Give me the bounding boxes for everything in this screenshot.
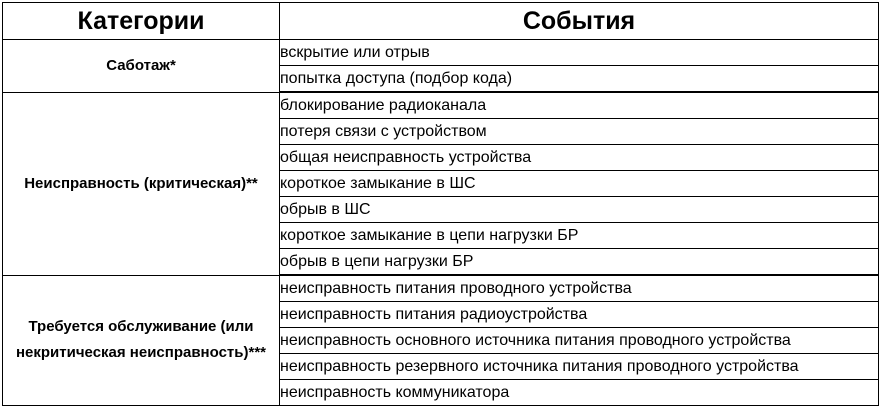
- event-cell: обрыв в цепи нагрузки БР: [280, 249, 879, 276]
- table-row: [3, 40, 879, 66]
- events-table: [2, 2, 879, 406]
- category-cell-critical-malfunction: Неисправность (критическая)**: [3, 92, 280, 275]
- table-row: [3, 275, 879, 302]
- event-cell: короткое замыкание в цепи нагрузки БР: [280, 223, 879, 249]
- event-cell: общая неисправность устройства: [280, 145, 879, 171]
- event-cell: попытка доступа (подбор кода): [280, 66, 879, 93]
- event-cell: блокирование радиоканала: [280, 92, 879, 119]
- header-row: [3, 3, 879, 40]
- event-cell: неисправность резервного источника питания проводного устройства: [280, 354, 879, 380]
- event-cell: обрыв в ШС: [280, 197, 879, 223]
- header-events: События: [280, 3, 879, 40]
- event-cell: неисправность основного источника питания проводного устройства: [280, 328, 879, 354]
- event-cell: короткое замыкание в ШС: [280, 171, 879, 197]
- event-cell: потеря связи с устройством: [280, 119, 879, 145]
- category-cell-sabotage: Саботаж*: [3, 40, 280, 93]
- event-cell: неисправность питания проводного устройства: [280, 275, 879, 302]
- category-cell-maintenance-required: Требуется обслуживание (или некритическая неисправность)***: [3, 275, 280, 406]
- event-cell: вскрытие или отрыв: [280, 40, 879, 66]
- table-row: [3, 92, 879, 119]
- header-categories: Категории: [3, 3, 280, 40]
- event-cell: неисправность коммуникатора: [280, 380, 879, 406]
- event-cell: неисправность питания радиоустройства: [280, 302, 879, 328]
